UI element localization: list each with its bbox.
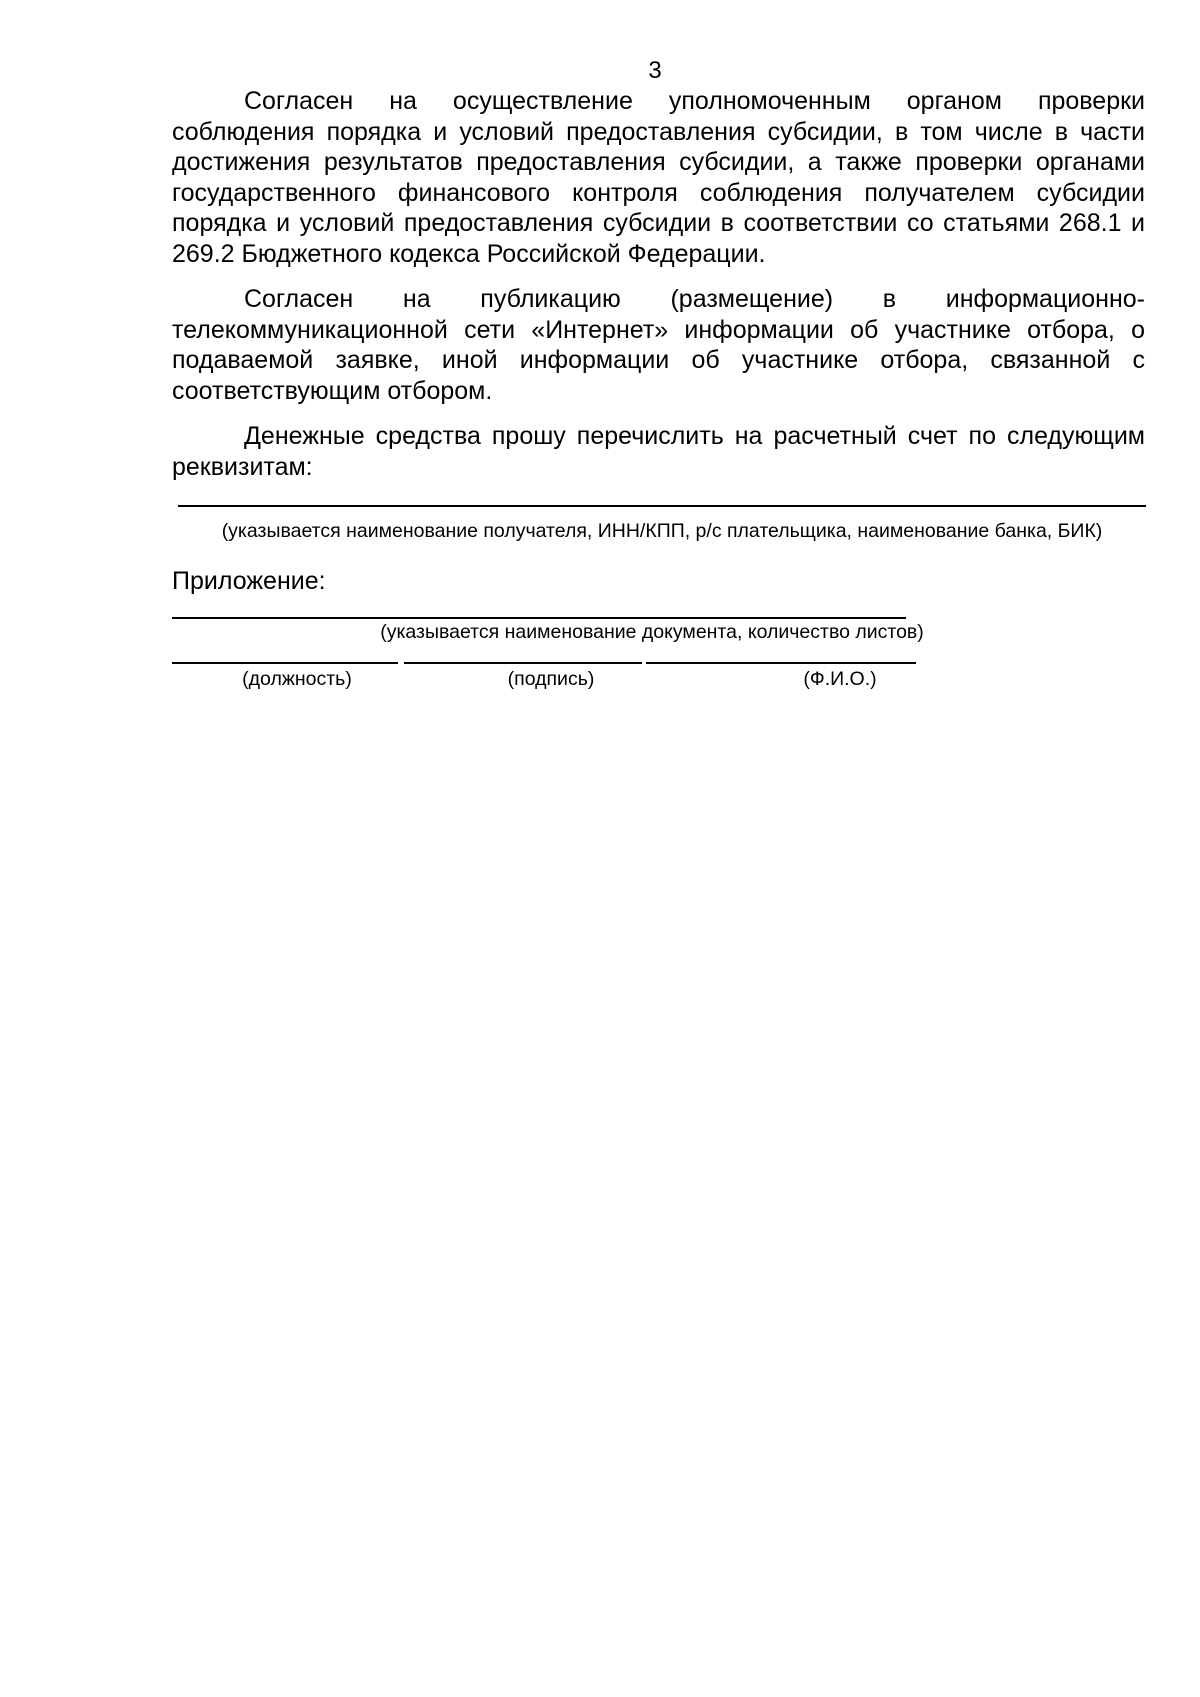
paragraph-bank-transfer: Денежные средства прошу перечислить на расчетный счет по следующим реквизитам: [172,422,1145,481]
page-number: 3 [648,57,662,84]
full-name-caption: (Ф.И.О.) [803,668,877,690]
position-caption: (должность) [242,668,352,690]
requisites-line [178,505,1146,507]
signature-caption: (подпись) [507,668,595,690]
appendix-label: Приложение: [172,567,326,595]
paragraph-publication-consent: Согласен на публикацию (размещение) в информационно-телекоммуникационной сети «Интернет» информации об участнике отбора, о подаваемой заявке, иной информации об участнике отбора, связанной с соответствующим отбором. [172,285,1145,405]
position-line [172,662,398,664]
full-name-line [646,662,916,664]
appendix-caption: (указывается наименование документа, количество листов) [380,621,924,643]
document-body [172,86,1145,497]
paragraph-verification-consent: Согласен на осуществление уполномоченным органом проверки соблюдения порядка и условий предоставления субсидии, в том числе в части достижения результатов предоставления субсидии, а также проверки органами государственного финансового контроля соблюдения получателем субсидии порядка и условий предоставления субсидии в соответствии со статьями 268.1 и 269.2 Бюджетного кодекса Российской Федерации. [172,87,1145,268]
signature-line [404,662,642,664]
appendix-line [172,617,906,619]
requisites-caption: (указывается наименование получателя, ИНН/КПП, р/с плательщика, наименование банка, БИК) [221,520,1103,542]
